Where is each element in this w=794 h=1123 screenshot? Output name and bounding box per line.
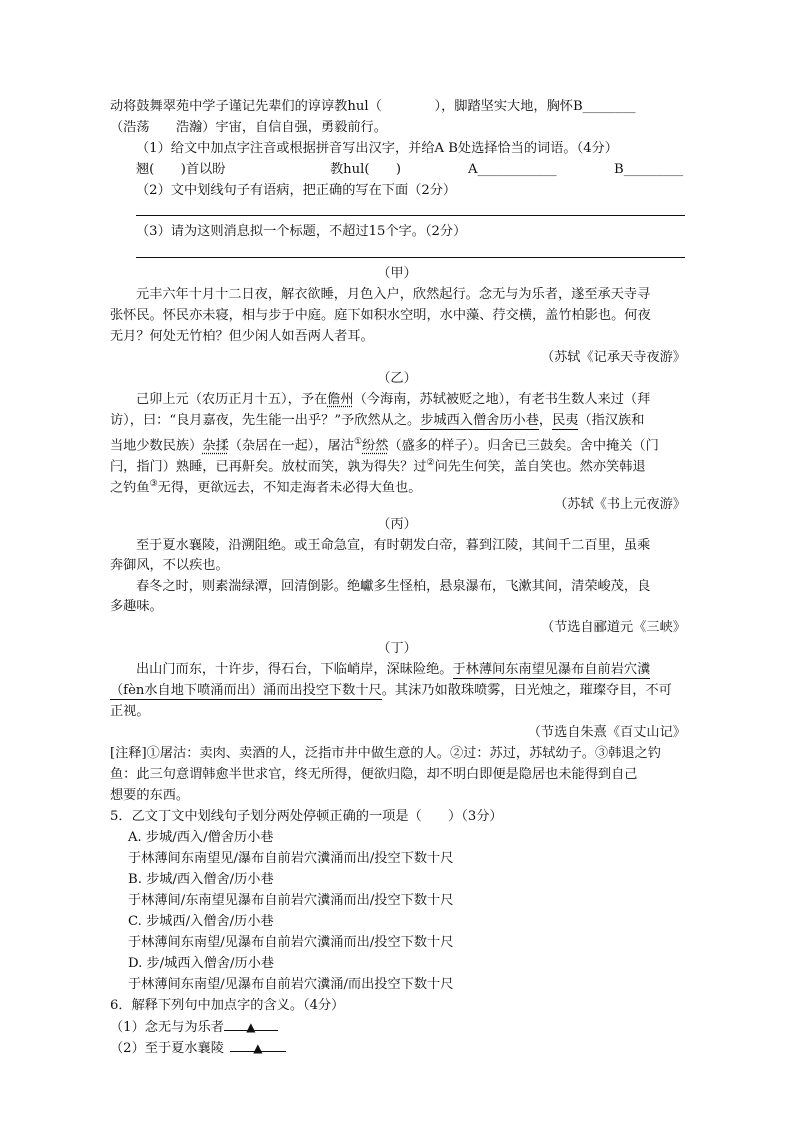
underlined-sentence: （fèn水自地下喷涌而出）涌而出投空下数十尺 xyxy=(110,683,382,698)
source-citation: （苏轼《记承天寺夜游》 xyxy=(540,350,686,365)
note-line: [注释]①屠沽：卖肉、卖酒的人，泛指市井中做生意的人。②过：苏过，苏轼幼子。③韩退之钓 xyxy=(110,746,661,761)
answer-line[interactable] xyxy=(136,215,685,216)
section-heading-ding: （丁） xyxy=(377,641,417,656)
passage-line: 当地少数民族）杂揉（杂居在一起），屠沽①纷然（盛多的样子）。归舍已三鼓矣。舍中掩关（门 xyxy=(110,437,659,454)
question-1-line: 翘( )首以盼 xyxy=(136,162,226,177)
answer-blank[interactable] xyxy=(230,1039,286,1055)
underlined-sentence: 于林薄间东南望见瀑布自前岩穴瀵 xyxy=(452,662,651,677)
answer-blank-b[interactable]: B_________ xyxy=(614,162,684,177)
question-3: （3）请为这则消息拟一个标题，不超过15个字。（2分） xyxy=(136,224,467,239)
passage-line: 多趣味。 xyxy=(110,599,163,614)
source-citation: （节选自郦道元《三峡》 xyxy=(540,620,686,635)
question-6-item-2: （2）至于夏水襄陵 ▲ xyxy=(110,1039,286,1058)
source-citation: （苏轼《书上元夜游》 xyxy=(554,497,686,512)
triangle-icon: ▲ xyxy=(253,1041,263,1055)
note-line: 鱼：此三句意谓韩愈半世求官，终无所得，便欲归隐，却不明白即便是隐居也未能得到自己 xyxy=(110,767,638,782)
option-c[interactable]: C. 步城西/入僧舍/历小巷 xyxy=(128,914,274,929)
passage-line: （fèn水自地下喷涌而出）涌而出投空下数十尺。其沫乃如散珠喷雾，日光烛之，璀璨夺目，不可 xyxy=(110,683,672,698)
passage-line: 至于夏水襄陵，沿溯阻绝。或王命急宣，有时朝发白帝，暮到江陵，其间千二百里，虽乘 xyxy=(136,538,651,553)
passage-line: 闩，指门）熟睡，已再鼾矣。放杖而笑，孰为得失？过②问先生何笑，盖自笑也。然亦笑韩退 xyxy=(110,458,646,475)
section-heading-jia: （甲） xyxy=(377,266,417,281)
option-b[interactable]: B. 步城/西入僧舍/历小巷 xyxy=(128,872,274,887)
note-line: 想要的东西。 xyxy=(110,788,190,803)
answer-line[interactable] xyxy=(136,257,685,258)
option-d[interactable]: D. 步/城西入僧舍/历小巷 xyxy=(128,956,275,971)
passage-line: 之钓鱼③无得，更欲远去，不知走海者未必得大鱼也。 xyxy=(110,479,422,496)
answer-blank[interactable] xyxy=(224,1018,278,1034)
question-5: 5．乙文丁文中划线句子划分两处停顿正确的一项是（ ）（3分） xyxy=(110,809,503,824)
text-line: （浩荡 浩瀚）宇宙，自信自强，勇毅前行。 xyxy=(110,120,387,135)
question-6-item-1: （1）念无与为乐者 ▲ xyxy=(110,1018,278,1037)
passage-line: 出山门而东，十许步，得石台，下临峭岸，深昧险绝。于林薄间东南望见瀑布自前岩穴瀵 xyxy=(136,662,651,677)
option-a-line2: 于林薄间东南望见/瀑布自前岩穴瀵涌而出/投空下数十尺 xyxy=(128,851,454,866)
question-1: （1）给文中加点字注音或根据拼音写出汉字，并给A B处选择恰当的词语。（4分） xyxy=(136,141,618,156)
question-2: （2）文中划线句子有语病，把正确的写在下面（2分） xyxy=(136,183,457,198)
underlined-sentence: 步城西入僧舍历小巷 xyxy=(420,413,539,428)
question-1-line: 教hul( ) xyxy=(330,162,402,177)
passage-line: 正视。 xyxy=(110,704,150,719)
source-citation: （节选自朱熹《百丈山记》 xyxy=(527,725,686,740)
passage-line: 己卯上元（农历正月十五），予在儋州（今海南，苏轼被贬之地），有老书生数人来过（拜 xyxy=(136,392,651,407)
passage-line: 奔御风，不以疾也。 xyxy=(110,558,229,573)
section-heading-yi: （乙） xyxy=(377,371,417,386)
answer-blank-a[interactable]: A____________ xyxy=(468,162,557,177)
text-line: 动将鼓舞翠苑中学子谨记先辈们的谆谆教hul（ ），脚踏坚实大地，胸怀B________ xyxy=(110,99,636,114)
passage-line: 元丰六年十月十二日夜，解衣欲睡，月色入户，欣然起行。念无与为乐者，遂至承天寺寻 xyxy=(136,287,651,302)
passage-line: 访），曰：“良月嘉夜，先生能一出乎？”予欣然从之。步城西入僧舍历小巷，民夷（指汉族和 xyxy=(110,413,645,428)
passage-line: 张怀民。怀民亦未寝，相与步于中庭。庭下如积水空明，水中藻、荇交横，盖竹柏影也。何夜 xyxy=(110,308,651,323)
option-a[interactable]: A. 步城/西入/僧舍历小巷 xyxy=(128,830,274,845)
passage-line: 无月？何处无竹柏？但少闲人如吾两人者耳。 xyxy=(110,329,374,344)
passage-line: 春冬之时，则素湍绿潭，回清倒影。绝巘多生怪柏，悬泉瀑布，飞漱其间，清荣峻茂，良 xyxy=(136,579,651,594)
option-c-line2: 于林薄间东南望/见瀑布自前岩穴瀵涌而出/投空下数十尺 xyxy=(128,935,454,950)
option-b-line2: 于林薄间/东南望见瀑布自前岩穴瀵涌而出/投空下数十尺 xyxy=(128,893,454,908)
question-6: 6．解释下列句中加点字的含义。（4分） xyxy=(110,998,345,1013)
triangle-icon: ▲ xyxy=(246,1020,256,1034)
section-heading-bing: （丙） xyxy=(377,517,417,532)
option-d-line2: 于林薄间东南望/见瀑布自前岩穴瀵涌/而出投空下数十尺 xyxy=(128,977,454,992)
